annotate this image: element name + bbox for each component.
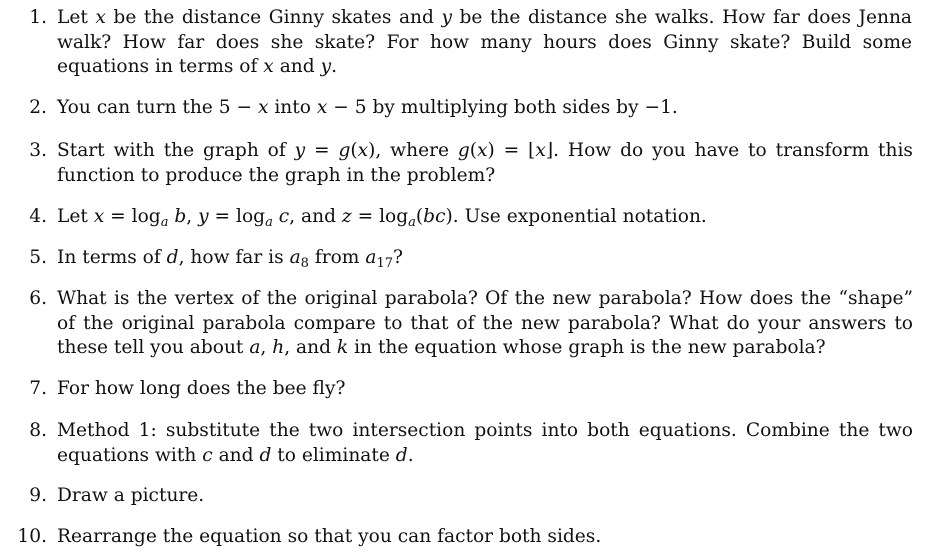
hint-text: In terms of d, how far is $a_8$ from $a_{17}$? bbox=[57, 247, 403, 271]
hint-text: Start with the graph of y = g(x), where g(x) = ⌊x⌋. How do you have to transform this function to produce the graph in the problem? bbox=[57, 140, 913, 186]
hint-text: Rearrange the equation so that you can factor both sides. bbox=[57, 526, 602, 547]
hint-number: 1. bbox=[29, 7, 47, 28]
hint-text: What is the vertex of the original parabola? Of the new parabola? How does the “shape” of the original parabola compare to that of the new parabola? What do your answers to these tell you about a, h, and k in the equation whose graph is the new parabola? bbox=[57, 288, 913, 358]
hint-number: 9. bbox=[29, 485, 47, 506]
hint-number: 6. bbox=[29, 288, 47, 309]
hint-text: Let x be the distance Ginny skates and y be the distance she walks. How far does Jenna walk? How far does she skate? For how many hours does Ginny skate? Build some equations in terms of x and y. bbox=[57, 7, 913, 77]
hint-number: 2. bbox=[29, 97, 47, 118]
hint-number: 3. bbox=[29, 140, 47, 161]
hint-text: Draw a picture. bbox=[57, 485, 205, 506]
hint-number: 10. bbox=[17, 526, 47, 547]
hint-number: 7. bbox=[29, 378, 47, 399]
hint-number: 4. bbox=[29, 206, 47, 227]
hint-text: For how long does the bee fly? bbox=[57, 378, 346, 399]
hint-text: Let $x = \log_a b$, $y = \log_a c$, and $z = \log_a(bc)$. Use exponential notation. bbox=[57, 206, 707, 230]
hint-number: 8. bbox=[29, 420, 47, 441]
hint-text: You can turn the 5 − x into x − 5 by multiplying both sides by −1. bbox=[57, 97, 678, 118]
hint-number: 5. bbox=[29, 247, 47, 268]
hint-text: Method 1: substitute the two intersection points into both equations. Combine the two equations with c and d to eliminate d. bbox=[57, 420, 913, 466]
